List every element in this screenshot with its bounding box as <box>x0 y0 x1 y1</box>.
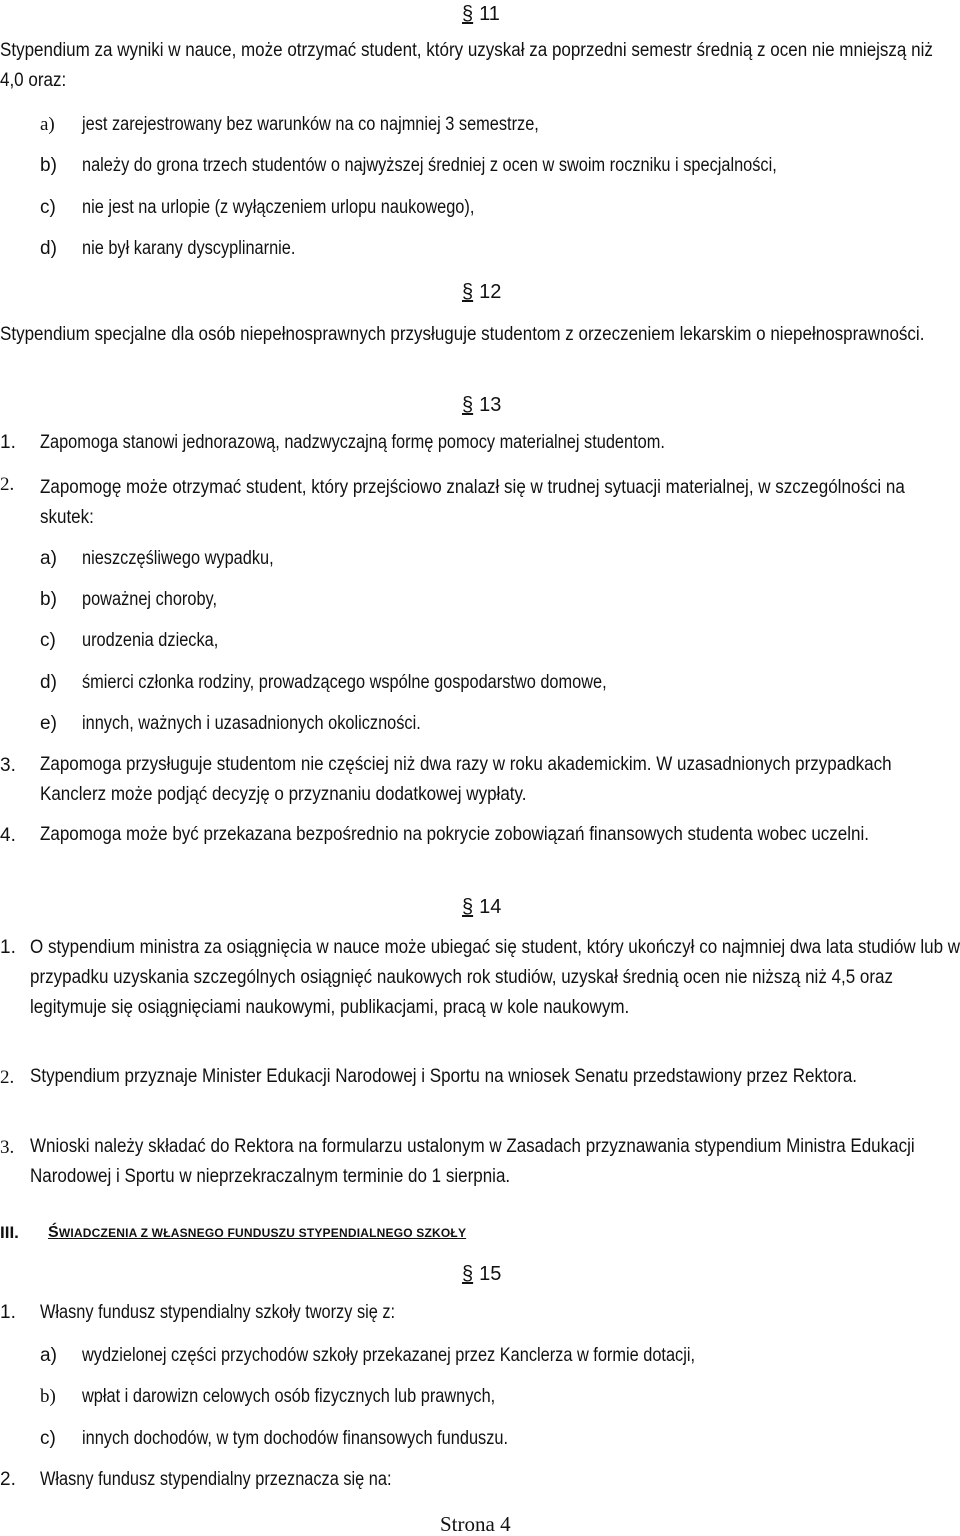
p11-item-c-label: c) <box>40 197 56 218</box>
p15-item-a-text: wydzielonej części przychodów szkoły przekazanej przez Kanclerza w formie dotacji, <box>82 1345 696 1366</box>
p13-item-b-text: poważnej choroby, <box>82 589 218 610</box>
p13-point-3-num: 3. <box>0 755 16 776</box>
section-heading-13: § 13 <box>462 394 502 416</box>
page-number-footer: Strona 4 <box>440 1512 511 1536</box>
p13-point-4-text: Zapomoga może być przekazana bezpośrednio na pokrycie zobowiązań finansowych studenta wobec uczelni. <box>40 824 870 845</box>
p11-item-d-label: d) <box>40 238 57 259</box>
p15-point-1-text: Własny fundusz stypendialny szkoły tworzy się z: <box>40 1302 396 1323</box>
p13-item-d-text: śmierci członka rodziny, prowadzącego wspólne gospodarstwo domowe, <box>82 672 607 693</box>
p13-point-2-text: Zapomogę może otrzymać student, który przejściowo znalazł się w trudnej sytuacji materialnej, w szczególności na skutek: <box>40 477 905 528</box>
p11-item-a-label: a) <box>40 114 55 135</box>
p11-item-b-text: należy do grona trzech studentów o najwyższej średniej z ocen w swoim roczniku i specjalności, <box>82 155 777 176</box>
p15-item-c-label: c) <box>40 1428 56 1449</box>
p14-point-1-text: O stypendium ministra za osiągnięcia w nauce może ubiegać się student, który ukończył co najmniej dwa lata studiów lub w przypadku uzyskania szczególnych osiągnięć naukowych rok studiów, uzyskał średnią ocen nie niższą niż 4,5 oraz legitymuje się osiągnięciami naukowymi, publikacjami, pracą w kole naukowym. <box>30 937 960 1018</box>
p13-item-a-label: a) <box>40 548 57 569</box>
section-symbol: § <box>462 3 474 25</box>
p13-item-c-label: c) <box>40 630 56 651</box>
p14-point-2-text: Stypendium przyznaje Minister Edukacji Narodowej i Sportu na wniosek Senatu przedstawiony przez Rektora. <box>30 1066 858 1087</box>
p15-item-c-text: innych dochodów, w tym dochodów finansowych funduszu. <box>82 1428 509 1449</box>
p15-item-a-label: a) <box>40 1345 57 1366</box>
p15-item-b-label: b) <box>40 1386 56 1407</box>
p13-point-4-num: 4. <box>0 825 16 846</box>
p13-point-3-text: Zapomoga przysługuje studentom nie częściej niż dwa razy w roku akademickim. W uzasadnionych przypadkach Kanclerz może podjąć decyzję o przyznaniu dodatkowej wypłaty. <box>40 754 892 805</box>
section-heading-12: § 12 <box>462 281 502 303</box>
p14-point-3-num: 3. <box>0 1137 15 1158</box>
p13-item-a-text: nieszczęśliwego wypadku, <box>82 548 274 569</box>
section-heading-11: § 11 <box>462 3 500 25</box>
p11-item-b-label: b) <box>40 155 57 176</box>
p13-point-1-text: Zapomoga stanowi jednorazową, nadzwyczajną formę pomocy materialnej studentom. <box>40 432 665 453</box>
chapter-number: III. <box>0 1223 19 1242</box>
p15-item-b-text: wpłat i darowizn celowych osób fizycznych lub prawnych, <box>82 1386 496 1407</box>
p11-item-c-text: nie jest na urlopie (z wyłączeniem urlopu naukowego), <box>82 197 475 218</box>
p14-point-3-text: Wnioski należy składać do Rektora na formularzu ustalonym w Zasadach przyznawania stypendium Ministra Edukacji Narodowej i Sportu w nieprzekraczalnym terminie do 1 sierpnia. <box>30 1136 915 1187</box>
p11-item-d-text: nie był karany dyscyplinarnie. <box>82 238 296 259</box>
p13-point-1-num: 1. <box>0 432 16 453</box>
chapter-title: ŚWIADCZENIA Z WŁASNEGO FUNDUSZU STYPENDIALNEGO SZKOŁY <box>48 1224 467 1241</box>
p13-point-2-num: 2. <box>0 474 15 495</box>
p11-intro: Stypendium za wyniki w nauce, może otrzymać student, który uzyskał za poprzedni semestr średnią z ocen nie mniejszą niż 4,0 oraz: <box>0 40 933 91</box>
section-heading-15: § 15 <box>462 1263 502 1285</box>
p13-item-c-text: urodzenia dziecka, <box>82 630 219 651</box>
p15-point-1-num: 1. <box>0 1302 16 1323</box>
p14-point-1-num: 1. <box>0 937 16 958</box>
p13-item-d-label: d) <box>40 672 57 693</box>
p12-text: Stypendium specjalne dla osób niepełnosprawnych przysługuje studentom z orzeczeniem lekarskim o niepełnosprawności. <box>0 324 925 345</box>
p13-item-b-label: b) <box>40 589 57 610</box>
section-heading-14: § 14 <box>462 896 502 918</box>
p13-item-e-label: e) <box>40 713 57 734</box>
p14-point-2-num: 2. <box>0 1067 15 1088</box>
p15-point-2-text: Własny fundusz stypendialny przeznacza się na: <box>40 1469 392 1490</box>
p11-item-a-text: jest zarejestrowany bez warunków na co najmniej 3 semestrze, <box>82 114 539 135</box>
p13-item-e-text: innych, ważnych i uzasadnionych okoliczności. <box>82 713 421 734</box>
p15-point-2-num: 2. <box>0 1469 16 1490</box>
